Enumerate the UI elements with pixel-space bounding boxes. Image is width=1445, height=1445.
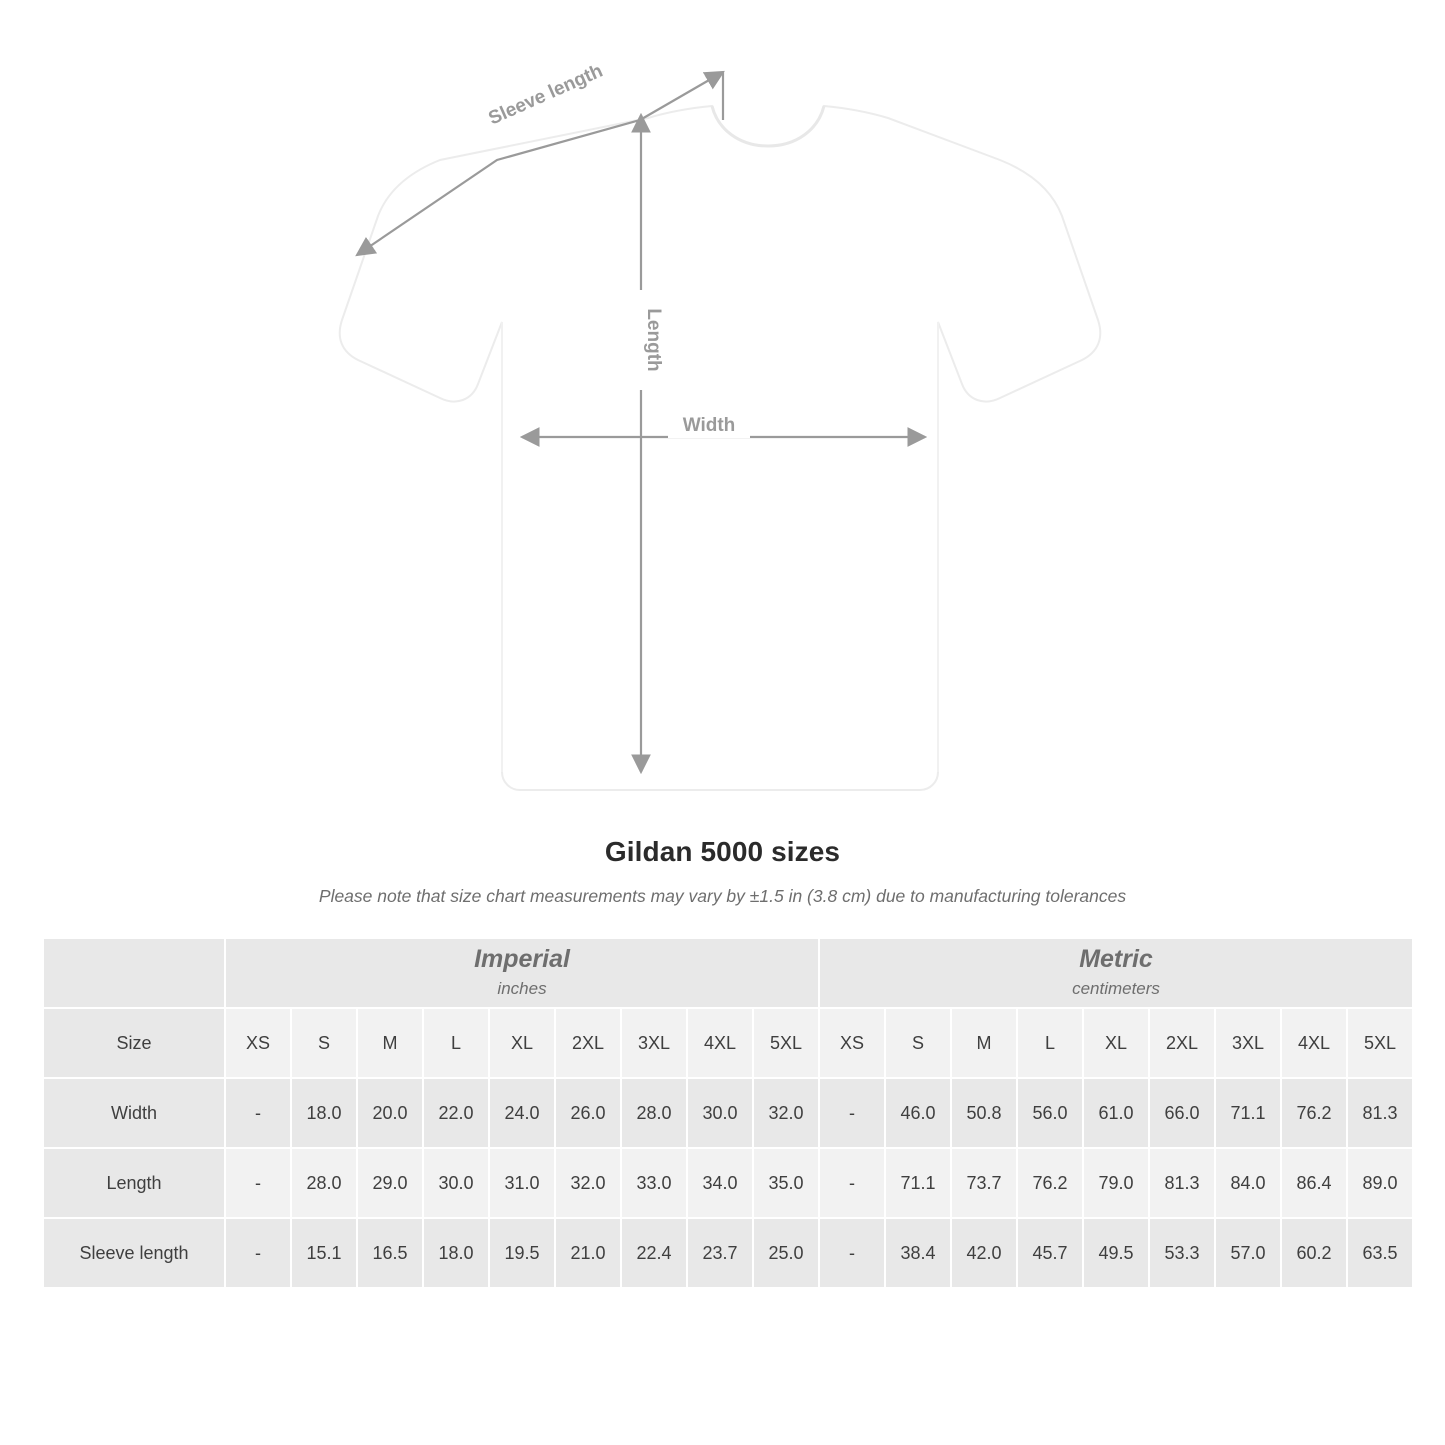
row-label-width: Width (43, 1078, 225, 1148)
cell-length-met-l: 76.2 (1017, 1148, 1083, 1218)
size-header-imp-xl: XL (489, 1008, 555, 1078)
row-label-length: Length (43, 1148, 225, 1218)
cell-length-imp-xs: - (225, 1148, 291, 1218)
size-header-met-2xl: 2XL (1149, 1008, 1215, 1078)
size-header-met-5xl: 5XL (1347, 1008, 1413, 1078)
cell-sleeve-imp-2xl: 21.0 (555, 1218, 621, 1288)
cell-sleeve-imp-m: 16.5 (357, 1218, 423, 1288)
cell-sleeve-imp-xs: - (225, 1218, 291, 1288)
cell-width-imp-l: 22.0 (423, 1078, 489, 1148)
cell-width-met-4xl: 76.2 (1281, 1078, 1347, 1148)
size-header-imp-3xl: 3XL (621, 1008, 687, 1078)
cell-sleeve-met-xl: 49.5 (1083, 1218, 1149, 1288)
cell-width-met-m: 50.8 (951, 1078, 1017, 1148)
cell-length-met-5xl: 89.0 (1347, 1148, 1413, 1218)
table-row (43, 1148, 1413, 1218)
unit-header-row (43, 938, 1413, 1008)
cell-sleeve-imp-4xl: 23.7 (687, 1218, 753, 1288)
cell-width-imp-m: 20.0 (357, 1078, 423, 1148)
cell-length-met-4xl: 86.4 (1281, 1148, 1347, 1218)
cell-length-imp-5xl: 35.0 (753, 1148, 819, 1218)
cell-sleeve-met-s: 38.4 (885, 1218, 951, 1288)
cell-length-met-xl: 79.0 (1083, 1148, 1149, 1218)
size-chart-table (42, 937, 1414, 1289)
cell-width-imp-xs: - (225, 1078, 291, 1148)
cell-width-met-xs: - (819, 1078, 885, 1148)
page-title: Gildan 5000 sizes (604, 836, 841, 867)
size-header-imp-5xl: 5XL (753, 1008, 819, 1078)
cell-length-met-s: 71.1 (885, 1148, 951, 1218)
cell-width-met-5xl: 81.3 (1347, 1078, 1413, 1148)
cell-width-imp-xl: 24.0 (489, 1078, 555, 1148)
unit-sub-metric: centimeters (1072, 979, 1160, 999)
cell-width-imp-4xl: 30.0 (687, 1078, 753, 1148)
cell-length-imp-l: 30.0 (423, 1148, 489, 1218)
size-header-imp-4xl: 4XL (687, 1008, 753, 1078)
size-label-cell: Size (43, 1008, 225, 1078)
cell-width-met-xl: 61.0 (1083, 1078, 1149, 1148)
unit-sub-imperial: inches (497, 979, 547, 999)
cell-sleeve-imp-s: 15.1 (291, 1218, 357, 1288)
unit-name-imperial: Imperial (474, 944, 570, 973)
cell-width-met-s: 46.0 (885, 1078, 951, 1148)
cell-sleeve-met-l: 45.7 (1017, 1218, 1083, 1288)
size-header-met-xl: XL (1083, 1008, 1149, 1078)
cell-sleeve-met-2xl: 53.3 (1149, 1218, 1215, 1288)
cell-sleeve-imp-xl: 19.5 (489, 1218, 555, 1288)
size-header-imp-xs: XS (225, 1008, 291, 1078)
cell-length-met-m: 73.7 (951, 1148, 1017, 1218)
size-header-imp-m: M (357, 1008, 423, 1078)
tolerance-note: Please note that size chart measurements may vary by ±1.5 in (3.8 cm) due to manufacturing tolerances (318, 886, 1127, 906)
cell-width-imp-5xl: 32.0 (753, 1078, 819, 1148)
chart-title-block (0, 836, 1445, 907)
cell-width-imp-2xl: 26.0 (555, 1078, 621, 1148)
unit-header-metric (819, 938, 1413, 1008)
sleeve-length-label: Sleeve length (485, 60, 606, 130)
cell-width-met-3xl: 71.1 (1215, 1078, 1281, 1148)
size-header-met-3xl: 3XL (1215, 1008, 1281, 1078)
cell-length-imp-s: 28.0 (291, 1148, 357, 1218)
size-header-met-xs: XS (819, 1008, 885, 1078)
size-header-imp-2xl: 2XL (555, 1008, 621, 1078)
cell-sleeve-met-m: 42.0 (951, 1218, 1017, 1288)
unit-header-spacer (43, 938, 225, 1008)
cell-length-imp-4xl: 34.0 (687, 1148, 753, 1218)
cell-length-met-3xl: 84.0 (1215, 1148, 1281, 1218)
cell-sleeve-imp-l: 18.0 (423, 1218, 489, 1288)
cell-length-imp-2xl: 32.0 (555, 1148, 621, 1218)
size-header-imp-l: L (423, 1008, 489, 1078)
row-label-sleeve-length: Sleeve length (43, 1218, 225, 1288)
size-header-met-l: L (1017, 1008, 1083, 1078)
size-header-imp-s: S (291, 1008, 357, 1078)
width-label: Width (682, 415, 736, 436)
unit-name-metric: Metric (1079, 944, 1153, 973)
size-chart-table-wrap (0, 937, 1445, 1289)
length-label: Length (643, 308, 664, 372)
size-header-met-4xl: 4XL (1281, 1008, 1347, 1078)
cell-width-imp-3xl: 28.0 (621, 1078, 687, 1148)
table-row (43, 1078, 1413, 1148)
cell-width-imp-s: 18.0 (291, 1078, 357, 1148)
cell-width-met-2xl: 66.0 (1149, 1078, 1215, 1148)
cell-width-met-l: 56.0 (1017, 1078, 1083, 1148)
cell-sleeve-met-5xl: 63.5 (1347, 1218, 1413, 1288)
table-row (43, 1218, 1413, 1288)
cell-length-imp-3xl: 33.0 (621, 1148, 687, 1218)
cell-length-imp-xl: 31.0 (489, 1148, 555, 1218)
cell-length-imp-m: 29.0 (357, 1148, 423, 1218)
cell-sleeve-imp-3xl: 22.4 (621, 1218, 687, 1288)
cell-length-met-xs: - (819, 1148, 885, 1218)
size-header-row (43, 1008, 1413, 1078)
unit-header-imperial (225, 938, 819, 1008)
tshirt-shape (340, 106, 1101, 790)
size-header-met-m: M (951, 1008, 1017, 1078)
cell-sleeve-met-4xl: 60.2 (1281, 1218, 1347, 1288)
cell-sleeve-imp-5xl: 25.0 (753, 1218, 819, 1288)
size-header-met-s: S (885, 1008, 951, 1078)
cell-sleeve-met-xs: - (819, 1218, 885, 1288)
cell-sleeve-met-3xl: 57.0 (1215, 1218, 1281, 1288)
cell-length-met-2xl: 81.3 (1149, 1148, 1215, 1218)
